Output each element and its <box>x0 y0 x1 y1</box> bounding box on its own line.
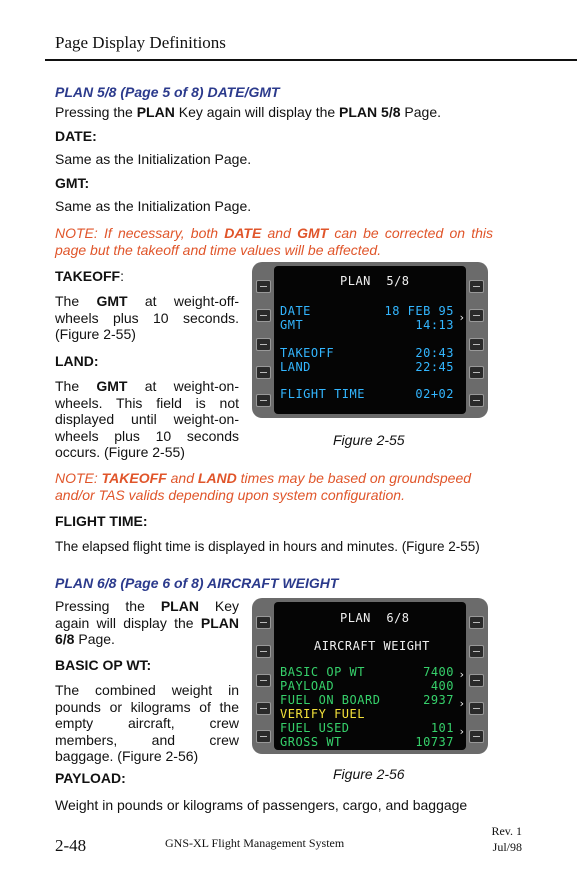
cdu-page-title: PLAN 6/8 <box>340 611 410 625</box>
line-select-key <box>256 730 271 743</box>
cdu-label-payload: PAYLOAD <box>280 679 335 693</box>
para-text: at weight-on-wheels. This field is not displayed until weight-on-wheels plus 10 seconds occurs. (Figure 2-55) <box>55 378 240 460</box>
date-paragraph: Same as the Initialization Page. <box>55 151 252 167</box>
land-heading: LAND: <box>55 353 99 369</box>
intro-page-name: PLAN 5/8 <box>339 104 401 120</box>
figure-caption-2-56: Figure 2-56 <box>333 766 405 782</box>
cdu-display-figure-2-55 <box>252 262 488 418</box>
figure-caption-2-55: Figure 2-55 <box>333 432 405 448</box>
intro-page-name: PLAN 6/8 <box>55 614 239 647</box>
cdu-value-gross-wt: 10737 <box>415 735 454 749</box>
cdu-page-subtitle: AIRCRAFT WEIGHT <box>314 639 430 653</box>
line-select-key <box>256 280 271 293</box>
footer-rev: Rev. 1 <box>491 824 522 838</box>
takeoff-paragraph <box>55 293 239 343</box>
running-header: Page Display Definitions <box>55 33 226 52</box>
note-text: and <box>261 225 298 241</box>
chevron-right-icon: › <box>459 668 464 681</box>
intro-text: Page. <box>74 631 115 647</box>
note-text: NOTE: <box>55 470 102 486</box>
cdu-value-gmt: 14:13 <box>415 318 454 332</box>
payload-paragraph: Weight in pounds or kilograms of passengers, cargo, and baggage <box>55 797 468 813</box>
line-select-key <box>469 616 484 629</box>
cdu-label-basic-op-wt: BASIC OP WT <box>280 665 365 679</box>
footer-product-name: GNS-XL Flight Management System <box>165 836 345 850</box>
cdu-label-gross-wt: GROSS WT <box>280 735 342 749</box>
cdu-value-fuel-on-board: 2937 <box>423 693 454 707</box>
cdu-display-figure-2-56 <box>252 598 488 754</box>
cdu-value-payload: 400 <box>430 679 454 693</box>
note-text: can be corrected on this page but the takeoff and time values will be affected. <box>55 225 493 258</box>
intro-text: Key again will display the <box>55 598 239 631</box>
cdu-value-land: 22:45 <box>415 360 454 374</box>
para-emphasis: GMT <box>96 293 128 309</box>
cdu-label-gmt: GMT <box>280 318 304 332</box>
basic-op-wt-paragraph: The combined weight in pounds or kilograms of the empty aircraft, crew members, and crew baggage. (Figure 2-56) <box>55 682 239 764</box>
cdu-label-fuel-used: FUEL USED <box>280 721 350 735</box>
cdu-screen <box>274 266 466 414</box>
chevron-right-icon: › <box>459 725 464 738</box>
intro-text: Pressing the <box>55 598 161 614</box>
cdu-value-takeoff: 20:43 <box>415 346 454 360</box>
line-select-key <box>256 394 271 407</box>
para-text: at weight-off-wheels plus 10 seconds. (Figure 2-55) <box>55 293 239 342</box>
flight-time-paragraph: The elapsed flight time is displayed in hours and minutes. (Figure 2-55) <box>55 539 480 554</box>
note-emphasis: GMT <box>297 225 329 241</box>
line-select-key <box>256 338 271 351</box>
line-select-key <box>469 280 484 293</box>
cdu-value-flight-time: 02+02 <box>415 387 454 401</box>
chevron-right-icon: › <box>459 697 464 710</box>
flight-time-heading: FLIGHT TIME: <box>55 513 148 529</box>
land-paragraph <box>55 378 239 461</box>
line-select-key <box>469 674 484 687</box>
chevron-right-icon: › <box>459 311 464 324</box>
note-takeoff-land <box>55 470 493 503</box>
line-select-key <box>256 366 271 379</box>
cdu-label-date: DATE <box>280 304 311 318</box>
note-text: NOTE: If necessary, both <box>55 225 225 241</box>
cdu-label-fuel-on-board: FUEL ON BOARD <box>280 693 381 707</box>
cdu-value-date: 18 FEB 95 <box>384 304 454 318</box>
intro-text: Pressing the <box>55 104 137 120</box>
line-select-key <box>469 730 484 743</box>
line-select-key <box>256 309 271 322</box>
footer-revision <box>452 823 522 855</box>
cdu-value-fuel-used: 101 <box>430 721 454 735</box>
line-select-key <box>469 366 484 379</box>
header-rule <box>45 59 577 61</box>
cdu-label-verify-fuel: VERIFY FUEL <box>280 707 365 721</box>
cdu-label-flight-time: FLIGHT TIME <box>280 387 365 401</box>
section-title-plan-5-8: PLAN 5/8 (Page 5 of 8) DATE/GMT <box>55 84 280 100</box>
gmt-paragraph: Same as the Initialization Page. <box>55 198 252 214</box>
line-select-key <box>256 616 271 629</box>
section-title-plan-6-8: PLAN 6/8 (Page 6 of 8) AIRCRAFT WEIGHT <box>55 575 339 591</box>
line-select-key <box>469 702 484 715</box>
line-select-key <box>256 674 271 687</box>
note-emphasis: DATE <box>224 225 262 241</box>
section-intro <box>55 598 239 648</box>
note-date-gmt <box>55 225 493 258</box>
note-emphasis: LAND <box>197 470 237 486</box>
section-intro <box>55 104 441 121</box>
gmt-heading: GMT: <box>55 175 90 191</box>
takeoff-heading-colon: : <box>120 268 124 284</box>
intro-plan-key: PLAN <box>160 598 199 614</box>
cdu-label-land: LAND <box>280 360 311 374</box>
line-select-key <box>469 338 484 351</box>
intro-text: Page. <box>400 104 441 120</box>
cdu-label-takeoff: TAKEOFF <box>280 346 335 360</box>
intro-plan-key: PLAN <box>136 104 175 120</box>
line-select-key <box>469 394 484 407</box>
line-select-key <box>469 309 484 322</box>
cdu-value-basic-op-wt: 7400 <box>423 665 454 679</box>
line-select-key <box>469 645 484 658</box>
note-emphasis: TAKEOFF <box>101 470 167 486</box>
para-text: The <box>55 378 97 394</box>
cdu-screen <box>274 602 466 750</box>
takeoff-heading <box>55 268 124 285</box>
line-select-key <box>256 702 271 715</box>
date-heading: DATE: <box>55 128 97 144</box>
para-text: The <box>55 293 97 309</box>
note-text: times may be based on groundspeed and/or TAS valids depending upon system configuration. <box>55 470 472 503</box>
cdu-page-title: PLAN 5/8 <box>340 274 410 288</box>
page-number: 2-48 <box>55 836 87 855</box>
takeoff-heading-text: TAKEOFF <box>55 268 121 284</box>
basic-op-wt-heading: BASIC OP WT: <box>55 657 152 673</box>
footer-date: Jul/98 <box>492 840 522 854</box>
line-select-key <box>256 645 271 658</box>
intro-text: Key again will display the <box>174 104 340 120</box>
para-emphasis: GMT <box>96 378 128 394</box>
note-text: and <box>166 470 198 486</box>
payload-heading: PAYLOAD: <box>55 770 126 786</box>
